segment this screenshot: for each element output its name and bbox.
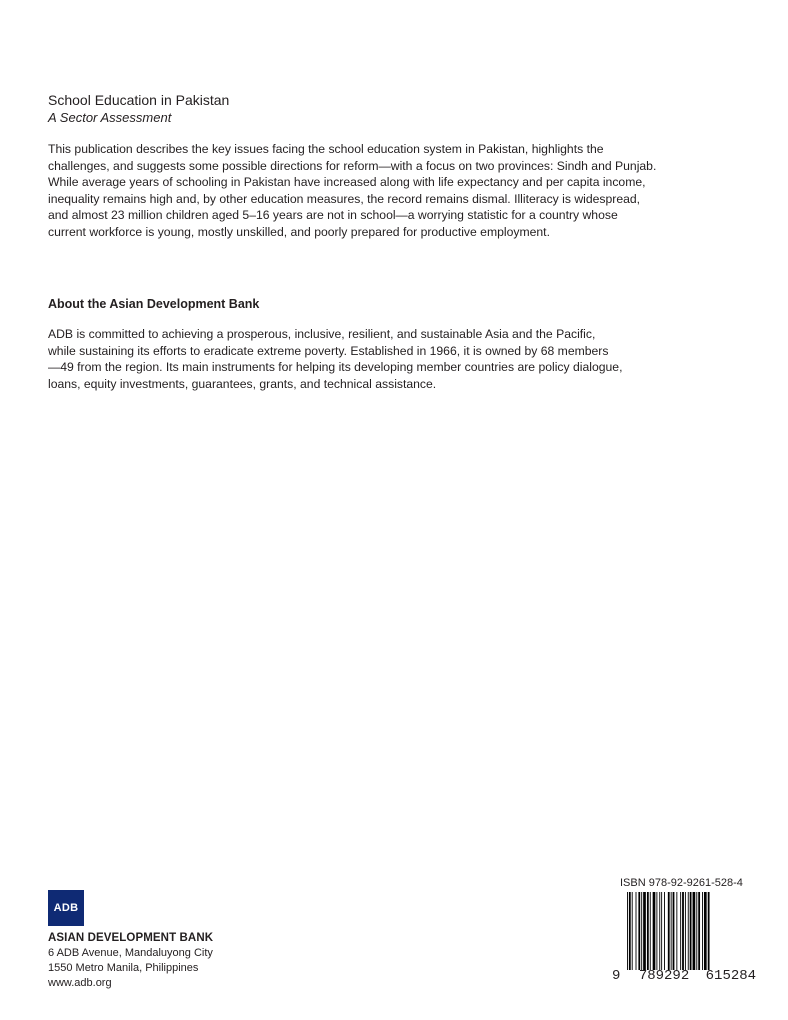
barcode-bar [688, 892, 689, 970]
publication-summary [48, 141, 656, 241]
about-line: ADB is committed to achieving a prosperous, inclusive, resilient, and sustainable Asia and the Pacific, [48, 327, 596, 341]
barcode-bar [664, 892, 665, 970]
barcode-bar [653, 892, 656, 970]
barcode-bar [671, 892, 672, 970]
barcode-bar [680, 892, 681, 970]
barcode-bar [641, 892, 642, 970]
barcode-bar [685, 892, 686, 970]
barcode-bar [650, 892, 651, 970]
publication-title: School Education in Pakistan [48, 92, 230, 108]
barcode-bar [690, 892, 692, 970]
barcode-digits-left: 789292 [638, 968, 690, 984]
barcode-bar [656, 892, 657, 970]
barcode-bar [668, 892, 670, 970]
barcode-bar [638, 892, 640, 970]
barcode-bar [676, 892, 677, 970]
barcode-bar [659, 892, 660, 970]
barcode-digit-first: 9 [612, 968, 621, 984]
barcode-bar [647, 892, 649, 970]
summary-line: inequality remains high and, by other education measures, the record remains dismal. Illiteracy is widespread, [48, 191, 641, 206]
isbn-label: ISBN 978-92-9261-528-4 [620, 877, 743, 889]
publisher-address-line2: 1550 Metro Manila, Philippines [48, 962, 199, 974]
summary-line: challenges, and suggests some possible directions for reform—with a focus on two provinces: Sindh and Punjab. [48, 158, 657, 173]
barcode-bar [702, 892, 703, 970]
publication-subtitle: A Sector Assessment [48, 110, 172, 125]
barcode-bar [708, 892, 710, 970]
barcode-bar [627, 892, 628, 970]
adb-logo: ADB [48, 890, 84, 926]
publisher-website: www.adb.org [48, 977, 112, 989]
barcode-digits [612, 968, 757, 984]
summary-line: and almost 23 million children aged 5–16 years are not in school—a worrying statistic for a country whose [48, 208, 618, 223]
summary-line: current workforce is young, mostly unskilled, and poorly prepared for productive employment. [48, 224, 550, 239]
barcode-digits-right: 615284 [705, 968, 757, 984]
publisher-address-line1: 6 ADB Avenue, Mandaluyong City [48, 947, 213, 959]
barcode-bar [696, 892, 697, 970]
barcode-bar [698, 892, 700, 970]
barcode-bar [636, 892, 637, 970]
barcode-bar [661, 892, 662, 970]
summary-line: This publication describes the key issues facing the school education system in Pakistan, highlights the [48, 142, 604, 156]
isbn-barcode [626, 892, 736, 970]
about-text [48, 326, 622, 392]
publisher-name: ASIAN DEVELOPMENT BANK [48, 932, 214, 944]
barcode-bar [629, 892, 631, 970]
summary-line: While average years of schooling in Pakistan have increased along with life expectancy and per capita income, [48, 175, 646, 190]
barcode-bar [643, 892, 646, 970]
about-line: loans, equity investments, guarantees, grants, and technical assistance. [48, 376, 437, 391]
about-line: while sustaining its efforts to eradicate extreme poverty. Established in 1966, it is owned by 68 members [48, 343, 609, 358]
about-line: —49 from the region. Its main instruments for helping its developing member countries are policy dialogue, [48, 360, 623, 375]
barcode-bar [704, 892, 707, 970]
barcode-bar [673, 892, 675, 970]
about-heading: About the Asian Development Bank [48, 297, 260, 311]
barcode-bar [632, 892, 633, 970]
barcode-bar [693, 892, 696, 970]
barcode-bar [682, 892, 684, 970]
